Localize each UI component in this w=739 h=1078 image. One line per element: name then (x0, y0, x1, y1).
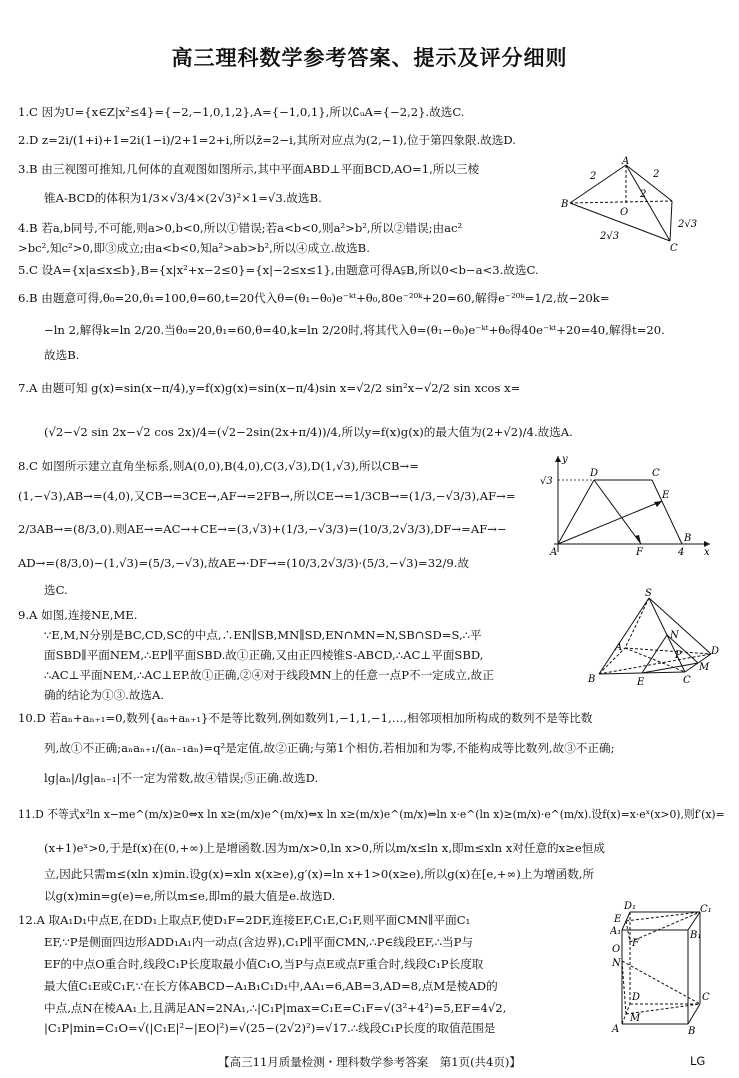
answer-line: 6.B 由题意可得,θ₀=20,θ₁=100,θ=60,t=20代入θ=(θ₁−θ₀)e⁻ᵏᵗ+θ₀,80e⁻²⁰ᵏ+20=60,解得e⁻²⁰ᵏ=1/2,故−20k= (18, 291, 610, 305)
edge-label: 2√3 (600, 231, 620, 242)
answer-line: ∴AC⊥平面NEM,∴AC⊥EP.故①正确,②④对于线段MN上的任意一点P不一定成立,故正 (44, 668, 494, 682)
vertex-label: C (683, 675, 691, 686)
answer-line: 2/3AB→=(8/3,0).则AE→=AC→+CE→=(3,√3)+(1/3,−√3/3)=(10/3,2√3/3),DF→=AF→− (18, 522, 507, 536)
page-footer: 【高三11月质量检测・理科数学参考答案 第1页(共4页)】 (218, 1055, 521, 1069)
point-label: B (684, 533, 692, 544)
answer-line: >bc²,知c²>0,即③成立;由a<b<0,知a²>ab>b²,所以④成立.故选B. (18, 241, 370, 255)
vertex-label: C (702, 992, 710, 1003)
vertex-label: A (615, 642, 623, 653)
footer-tag: LG (690, 1054, 706, 1068)
answer-line: (√2−√2 sin 2x−√2 cos 2x)/4=(√2−2sin(2x+π/4))/4,所以y=f(x)g(x)的最大值为(2+√2)/4.故选A. (44, 425, 573, 439)
answer-line: 中点,点N在棱AA₁上,且满足AN=2NA₁,∴|C₁P|max=C₁E=C₁F=√(3²+4²)=5,EF=4√2, (44, 1001, 507, 1015)
vertex-label: F (632, 938, 639, 949)
point-label: D (590, 468, 599, 479)
answer-line: 面SBD∥平面NEM,∴EP∥平面SBD.故①正确,又由正四棱锥S-ABCD,∴AC⊥平面SBD, (44, 648, 484, 662)
answer-line: 最大值C₁E或C₁F,∵在长方体ABCD−A₁B₁C₁D₁中,AA₁=6,AB=3,AD=8,点M是棱AD的 (44, 979, 498, 993)
axis-label: y (562, 454, 568, 465)
point-label: C (652, 468, 660, 479)
edge-label: 2 (653, 169, 660, 180)
answer-line: 故选B. (44, 348, 80, 362)
vertex-label: A (612, 1024, 620, 1035)
answer-line: 列,故①不正确;aₙaₙ₊₁/(aₙ₋₁aₙ)=q²是定值,故②正确;与第1个相仿,若相加和为零,不能构成等比数列,故③不正确; (44, 741, 615, 755)
vertex-label: A₁ (610, 926, 622, 937)
edge-label: 2√3 (678, 219, 698, 230)
answer-line: 1.C 因为U={x∈Z|x²≤4}={−2,−1,0,1,2},A={−1,0,1},所以∁ᵤA={−2,2}.故选C. (18, 105, 465, 119)
answer-line: EF的中点O重合时,线段C₁P长度取最小值C₁O,当P与点E或点F重合时,线段C₁P长度取 (44, 957, 484, 971)
vertex-label: C (670, 243, 678, 253)
vertex-label: B (588, 674, 596, 685)
answer-line: −ln 2,解得k=ln 2/20.当θ₀=20,θ₁=60,θ=40,k=ln 2/20时,将其代入θ=(θ₁−θ₀)e⁻ᵏᵗ+θ₀得40e⁻ᵏᵗ+20=40,解得t=20. (44, 323, 665, 337)
vertex-label: N (670, 630, 679, 641)
answer-line: 选C. (44, 583, 68, 597)
answer-line: (x+1)eˣ>0,于是f(x)在(0,+∞)上是增函数.因为m/x>0,ln x>0,所以m/x≤ln x,即m≤xln x对任意的x≥e恒成 (44, 841, 605, 855)
answer-line: 4.B 若a,b同号,不可能,则a>0,b<0,所以①错误;若a<b<0,则a²>b²,所以②错误;由ac² (18, 221, 463, 235)
tetrahedron-figure (560, 155, 720, 253)
vertex-label: M (630, 1013, 641, 1024)
answer-line: 锥A-BCD的体积为1/3×√3/4×(2√3)²×1=√3.故选B. (44, 191, 322, 205)
answer-line: |C₁P|min=C₁O=√(|C₁E|²−|EO|²)=√(25−(2√2)²)=√17.∴线段C₁P长度的取值范围是 (44, 1021, 496, 1035)
vertex-label: E (637, 677, 645, 688)
answer-line: 9.A 如图,连接NE,ME. (18, 608, 138, 622)
vertex-label: E (614, 914, 622, 925)
point-label: A (550, 547, 558, 557)
answer-line: 8.C 如图所示建立直角坐标系,则A(0,0),B(4,0),C(3,√3),D(1,√3),所以CB→= (18, 459, 419, 473)
vertex-label: O (620, 207, 629, 218)
answer-line: 11.D 不等式x²ln x−me^(m/x)≥0⇔x ln x≥(m/x)e^(m/x)⇔x ln x≥(m/x)e^(m/x)⇔ln x·e^(ln x)≥(m/x)·e^(m/x).设f(x)=x·eˣ(x>0),则f′(x)= (18, 807, 725, 821)
answer-line: EF,∵P是侧面四边形ADD₁A₁内一动点(含边界),C₁P∥平面CMN,∴P∈线段EF,∴当P与 (44, 935, 474, 949)
point-label: E (662, 490, 670, 501)
answer-line: AD→=(8/3,0)−(1,√3)=(5/3,−√3),故AE→·DF→=(10/3,2√3/3)·(5/3,−√3)=32/9.故 (18, 556, 470, 570)
vertex-label: D (632, 992, 641, 1003)
page-title: 高三理科数学参考答案、提示及评分细则 (171, 46, 568, 70)
vertex-label: C₁ (700, 904, 712, 915)
answer-line: lg|aₙ|/lg|aₙ₋₁|不一定为常数,故④错误;⑤正确.故选D. (44, 771, 319, 785)
pyramid-figure (585, 588, 720, 688)
vertex-label: M (699, 662, 710, 673)
answer-line: 以g(x)min=g(e)=e,所以m≤e,即m的最大值是e.故选D. (44, 889, 336, 903)
vertex-label: D (711, 646, 720, 657)
answer-line: 3.B 由三视图可推知,几何体的直观图如图所示,其中平面ABD⊥平面BCD,AO=1,所以三棱 (18, 162, 480, 176)
axis-label: x (704, 547, 710, 557)
tick-label: 4 (678, 547, 685, 557)
answer-line: 5.C 设A={x|a≤x≤b},B={x|x²+x−2≤0}={x|−2≤x≤1},由题意可得A⫋B,所以0<b−a<3.故选C. (18, 263, 539, 277)
answer-line: ∵E,M,N分别是BC,CD,SC的中点,∴EN∥SB,MN∥SD,EN∩MN=N,SB∩SD=S,∴平 (44, 628, 482, 642)
vertex-label: B (561, 199, 569, 210)
coordinate-figure (540, 452, 715, 557)
vertex-label: B (688, 1026, 696, 1037)
vertex-label: O (612, 944, 621, 955)
cuboid-figure (610, 900, 720, 1040)
answer-line: 10.D 若aₙ+aₙ₊₁=0,数列{aₙ+aₙ₊₁}不是等比数列,例如数列1,−1,1,−1,…,相邻项相加所构成的数列不是等比数 (18, 711, 593, 725)
vertex-label: D₁ (624, 901, 637, 912)
answer-line: 确的结论为①③.故选A. (44, 688, 165, 702)
point-label: F (636, 547, 643, 557)
vertex-label: P (675, 650, 682, 661)
edge-label: 2 (590, 171, 597, 182)
answer-line: 12.A 取A₁D₁中点E,在DD₁上取点F,使D₁F=2DF,连接EF,C₁E,C₁F,则平面CMN∥平面C₁ (18, 913, 471, 927)
answer-line: (1,−√3),AB→=(4,0),又CB→=3CE→,AF→=2FB→,所以CE→=1/3CB→=(1/3,−√3/3),AF→= (18, 489, 516, 503)
vertex-label: B₁ (690, 930, 702, 941)
vertex-label: S (645, 588, 652, 599)
vertex-label: A (622, 156, 630, 167)
vertex-label: N (612, 958, 621, 969)
edge-label: 2 (640, 189, 647, 200)
answer-line: 7.A 由题可知 g(x)=sin(x−π/4),y=f(x)g(x)=sin(x−π/4)sin x=√2/2 sin²x−√2/2 sin xcos x= (18, 381, 521, 395)
answer-line: 2.D z=2i/(1+i)+1=2i(1−i)/2+1=2+i,所以z̄=2−i,其所对应点为(2,−1),位于第四象限.故选D. (18, 133, 516, 147)
answer-line: 立,因此只需m≤(xln x)min.设g(x)=xln x(x≥e),g′(x)=ln x+1>0(x≥e),所以g(x)在[e,+∞)上为增函数,所 (44, 867, 595, 881)
tick-label: √3 (540, 476, 553, 487)
